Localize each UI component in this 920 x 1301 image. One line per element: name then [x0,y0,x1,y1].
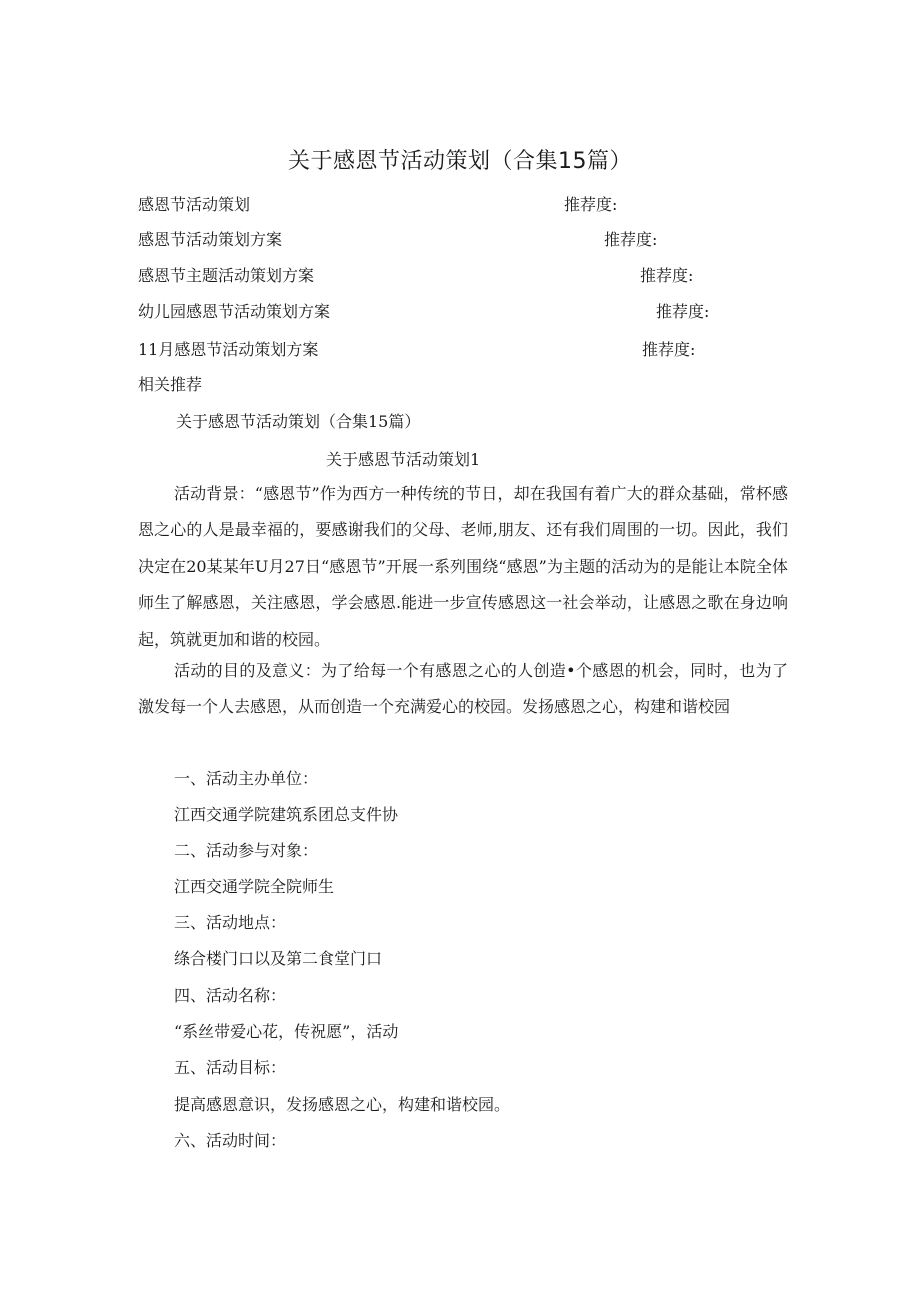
list-item: 二、活动参与对象： [174,841,319,860]
paragraph-background: 活动背景：“感恩节”作为西方一种传统的节日，却在我国有着广大的群众基础，常杯感恩之心的人是最幸福的，要感谢我们的父母、老师,朋友、还有我们周围的一切。因此，我们决定在20某某年U月27日“感恩节”开展一系列围绕“感恩”为主题的活动为的是能让本院全体师生了解感恩，关注感恩，学会感恩.能进一步宣传感恩这一社会举动，让感恩之歌在身边响起，筑就更加和谐的校园。 [138,484,788,649]
toc-entry-rating-label: 推荐度: [640,266,694,285]
toc-entry-title[interactable]: 感恩节活动策划方案 [138,230,283,249]
toc-entry-rating-label: 推荐度: [642,340,696,359]
toc-entry-title[interactable]: 幼儿园感恩节活动策划方案 [138,302,331,321]
toc-entry-rating-label: 推荐度: [604,230,658,249]
toc-entry-title[interactable]: 感恩节活动策划 [138,195,251,214]
toc-entry-title[interactable]: 11月感恩节活动策划方案 [138,340,319,359]
related-recommendations-label: 相关推荐 [138,375,203,394]
document-title: 关于感恩节活动策划（合集15篇） [288,149,632,174]
list-item: 江西交通学院建筑系团总支件协 [174,805,399,824]
list-item: 六、活动时间： [174,1131,287,1150]
list-item: 三、活动地点： [174,913,287,932]
toc-entry-rating-label: 推荐度: [656,302,710,321]
toc-entry-rating-label: 推荐度: [564,195,618,214]
list-item: 五、活动目标： [174,1058,287,1077]
list-item: 江西交通学院全院师生 [174,877,335,896]
section-title: 关于感恩节活动策划1 [326,450,481,469]
article-subtitle: 关于感恩节活动策划（合集15篇） [176,412,421,431]
list-item: 一、活动主办单位： [174,769,319,788]
list-item: 绦合楼门口以及第二食堂门口 [174,949,383,968]
list-item: “系丝带爱心花，传祝愿”，活动 [174,1022,399,1041]
toc-entry-title[interactable]: 感恩节主题活动策划方案 [138,266,315,285]
list-item: 提高感恩意识，发扬感恩之心，构建和谐校园。 [174,1095,511,1114]
paragraph-purpose: 活动的目的及意义：为了给每一个有感恩之心的人创造•个感恩的机会，同时，也为了激发每一个人去感恩，从而创造一个充满爱心的校园。发扬感恩之心，构建和谐校园 [138,661,788,717]
list-item: 四、活动名称： [174,986,287,1005]
